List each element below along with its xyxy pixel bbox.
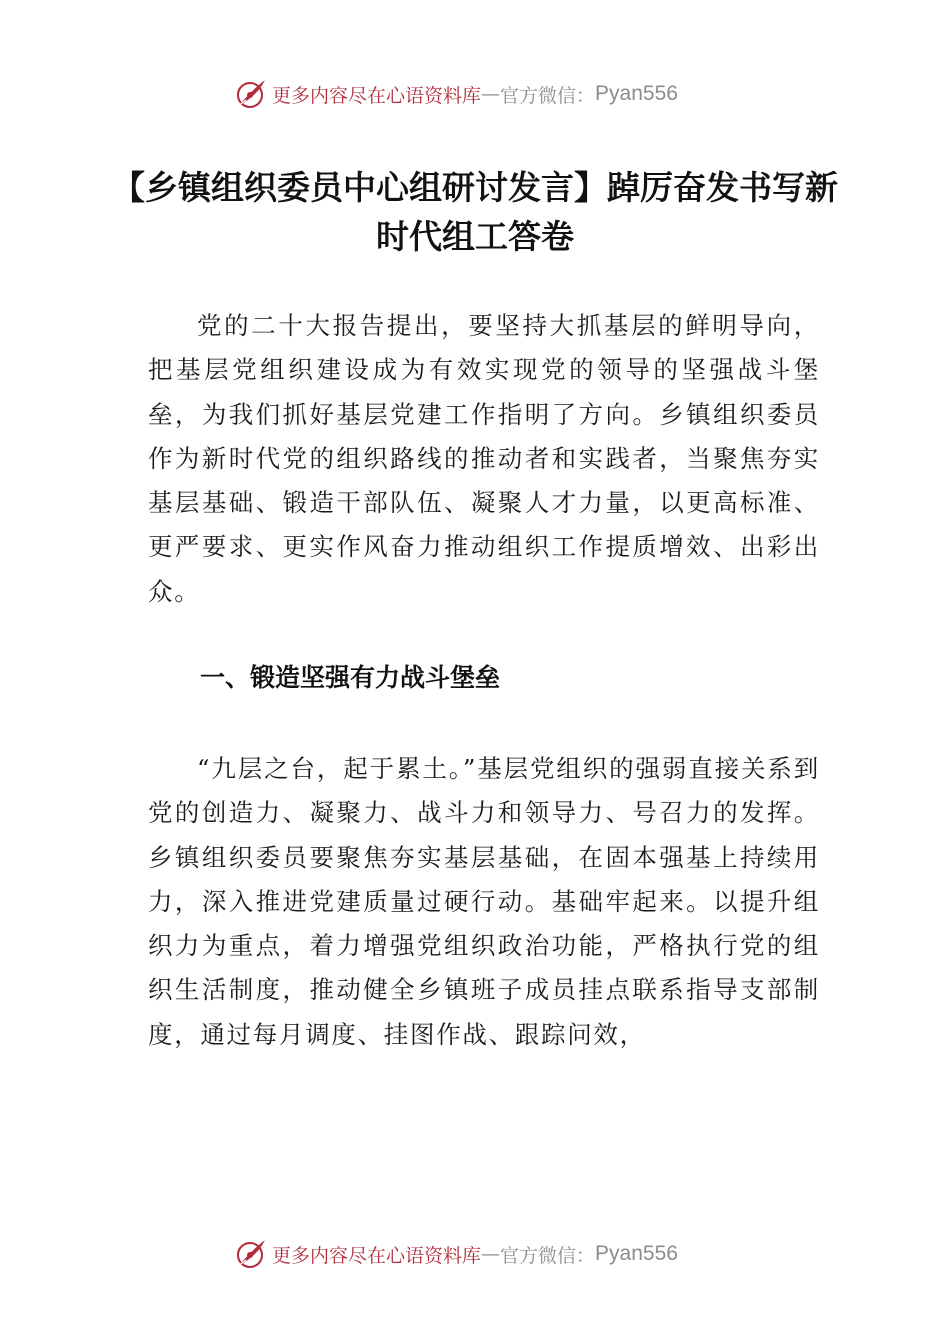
section-heading-1: 一、锻造坚强有力战斗堡垒 — [200, 663, 501, 692]
watermark-wechat-id: Pyan556 — [595, 82, 678, 105]
feather-pen-logo-icon — [232, 1236, 268, 1272]
watermark-text: 更多内容尽在心语资料库 — [272, 1244, 482, 1267]
watermark-wechat-label: 官方微信： — [500, 84, 596, 107]
body-paragraph-section-1: “九层之台，起于累土。”基层党组织的强弱直接关系到党的创造力、凝聚力、战斗力和领导力、号召力的发挥。乡镇组织委员要聚焦夯实基层基础，在固本强基上持续用力，深入推进党建质量过硬行动。基础牢起来。以提升组织力为重点，着力增强党组织政治功能，严格执行党的组织生活制度，推动健全乡镇班子成员挂点联系指导支部制度，通过每月调度、挂图作战、跟踪问效， — [148, 754, 820, 1049]
watermark-wechat-label: 官方微信： — [500, 1244, 596, 1267]
header-watermark-banner — [232, 74, 732, 114]
watermark-wechat-id: Pyan556 — [595, 1242, 678, 1265]
feather-pen-logo-icon — [232, 76, 268, 112]
footer-watermark-banner — [232, 1234, 732, 1274]
document-title: 【乡镇组织委员中心组研讨发言】踔厉奋发书写新时代组工答卷 — [112, 168, 838, 256]
watermark-text: 更多内容尽在心语资料库 — [272, 84, 482, 107]
watermark-dash: — — [481, 1243, 501, 1265]
body-paragraph-intro: 党的二十大报告提出，要坚持大抓基层的鲜明导向，把基层党组织建设成为有效实现党的领导的坚强战斗堡垒，为我们抓好基层党建工作指明了方向。乡镇组织委员作为新时代党的组织路线的推动者和实践者，当聚焦夯实基层基础、锻造干部队伍、凝聚人才力量，以更高标准、更严要求、更实作风奋力推动组织工作提质增效、出彩出众。 — [148, 311, 820, 606]
watermark-dash: — — [481, 83, 501, 105]
